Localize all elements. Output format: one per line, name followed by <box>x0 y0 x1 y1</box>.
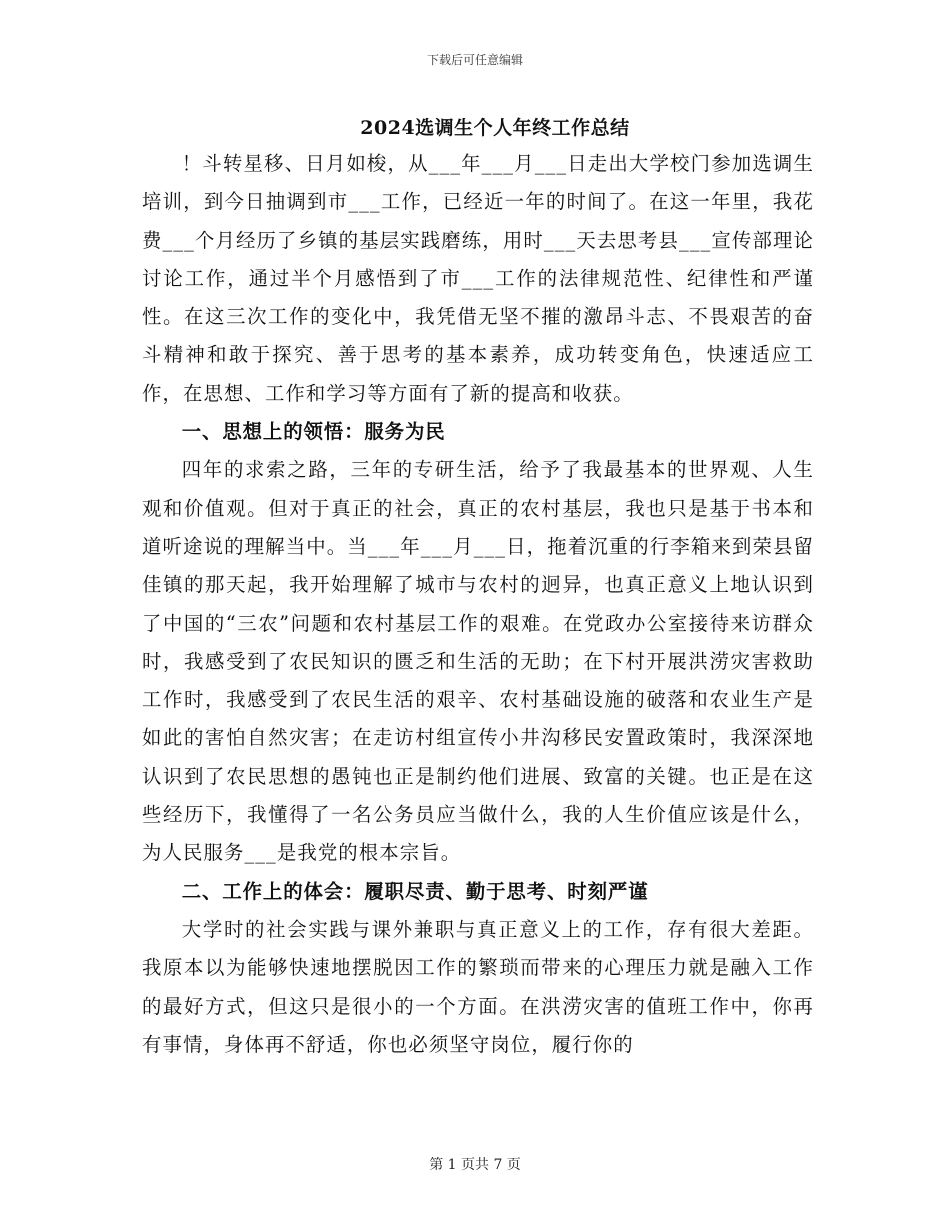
section-heading-1: 一、思想上的领悟：服务为民 <box>181 420 446 444</box>
paragraph-intro: ！斗转星移、日月如梭，从___年___月___日走出大学校门参加选调生培训，到今日抽调到市___工作，已经近一年的时间了。在这一年里，我花费___个月经历了乡镇的基层实践磨练，用时___天去思考县___宣传部理论讨论工作，通过半个月感悟到了市___工作的法律规范性、纪律性和严谨性。在这三次工作的变化中，我凭借无坚不摧的激昂斗志、不畏艰苦的奋斗精神和敢于探究、善于思考的基本素养，成功转变角色，快速适应工作，在思想、工作和学习等方面有了新的提高和收获。 <box>142 152 814 405</box>
paragraph-section-2: 大学时的社会实践与课外兼职与真正意义上的工作，存有很大差距。我原本以为能够快速地摆脱因工作的繁琐而带来的心理压力就是融入工作的最好方式，但这只是很小的一个方面。在洪涝灾害的值班工作中，你再有事情，身体再不舒适，你也必须坚守岗位，履行你的 <box>142 917 814 1056</box>
section-heading-2: 二、工作上的体会：履职尽责、勤于思考、时刻严谨 <box>181 879 649 903</box>
document-title: 2024选调生个人年终工作总结 <box>360 117 630 139</box>
page-number: 第 1 页共 7 页 <box>429 1157 521 1173</box>
document-body <box>142 145 814 1064</box>
paragraph-section-1: 四年的求索之路，三年的专研生活，给予了我最基本的世界观、人生观和价值观。但对于真正的社会，真正的农村基层，我也只是基于书本和道听途说的理解当中。当___年___月___日，拖着沉重的行李箱来到荣县留佳镇的那天起，我开始理解了城市与农村的迥异，也真正意义上地认识到了中国的“三农”问题和农村基层工作的艰难。在党政办公室接待来访群众时，我感受到了农民知识的匮乏和生活的无助；在下村开展洪涝灾害救助工作时，我感受到了农民生活的艰辛、农村基础设施的破落和农业生产是如此的害怕自然灾害；在走访村组宣传小井沟移民安置政策时，我深深地认识到了农民思想的愚钝也正是制约他们进展、致富的关键。也正是在这些经历下，我懂得了一名公务员应当做什么，我的人生价值应该是什么，为人民服务___是我党的根本宗旨。 <box>142 458 814 865</box>
page-header-note: 下载后可任意编辑 <box>426 53 523 67</box>
